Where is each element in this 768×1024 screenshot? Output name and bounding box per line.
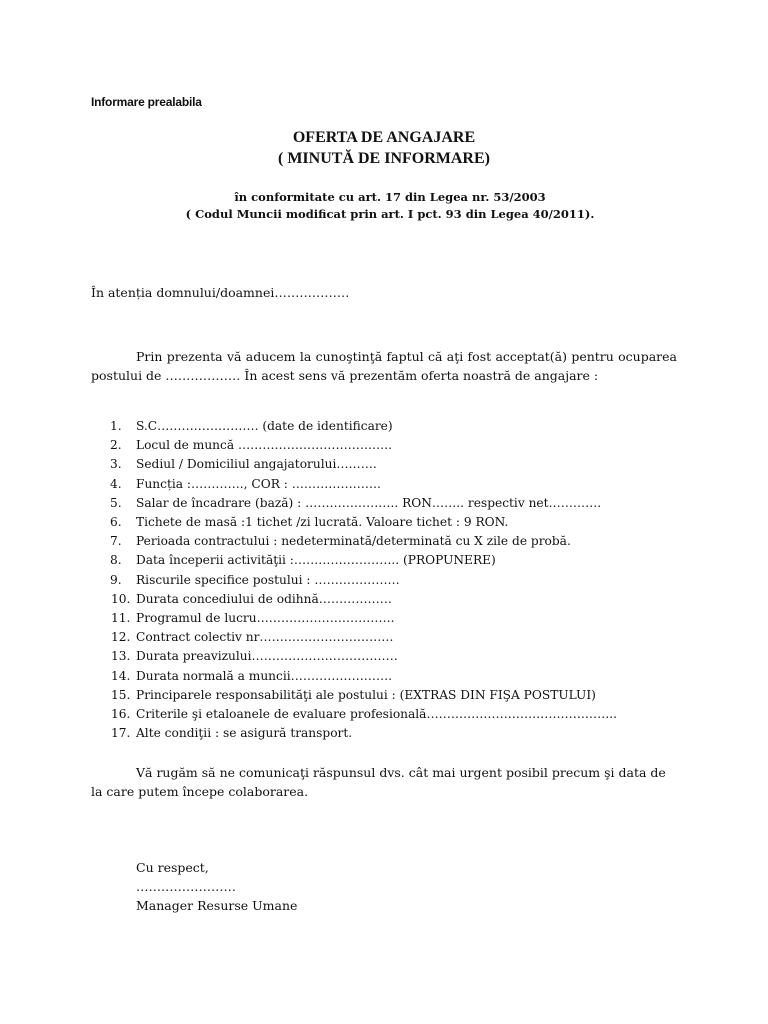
list-item-number: 4. [110, 476, 122, 491]
signoff-role: Manager Resurse Umane [136, 898, 298, 913]
list-item-number: 16. [111, 707, 131, 722]
pre-note: Informare prealabila [91, 95, 202, 109]
list-item [91, 513, 691, 532]
list-item [91, 571, 691, 590]
list-item [91, 628, 691, 647]
signoff-block [136, 858, 297, 915]
list-item-number: 2. [110, 438, 122, 453]
list-item-number: 12. [111, 630, 131, 645]
list-item-number: 14. [111, 668, 131, 683]
list-item-text: Contract colectiv nr…………………………… [136, 630, 394, 645]
list-item-text: Riscurile specifice postului : ………………… [136, 572, 400, 587]
document-subtitle: ( MINUTĂ DE INFORMARE) [278, 150, 490, 167]
list-item [91, 609, 691, 628]
list-item-text: Sediul / Domiciliul angajatorului………. [136, 457, 377, 472]
list-item [91, 417, 691, 436]
list-item-text: Locul de muncă ……………………………….. [136, 438, 392, 453]
list-item [91, 647, 691, 666]
list-item-text: Tichete de masă :1 tichet /zi lucrată. Valoare tichet : 9 RON. [136, 515, 509, 530]
legal-reference-line-2: ( Codul Muncii modificat prin art. I pct. 93 din Legea 40/2011). [185, 207, 595, 221]
list-item-number: 1. [110, 419, 122, 433]
list-item-text: Alte condiţii : se asigură transport. [136, 726, 353, 741]
list-item-number: 17. [111, 726, 131, 741]
list-item-number: 15. [111, 687, 131, 702]
list-item [91, 455, 691, 474]
list-item [91, 724, 691, 743]
list-item-text: Programul de lucru……………………………. [136, 611, 395, 626]
closing-paragraph: Vă rugăm să ne comunicaţi răspunsul dvs. cât mai urgent posibil precum şi data de la care putem începe colaborarea. [91, 765, 666, 799]
list-item [91, 494, 691, 513]
list-item-text: Durata concediului de odihnă……………… [136, 591, 392, 606]
list-item-text: S.C……………………. (date de identificare) [136, 419, 393, 433]
list-item-number: 8. [110, 553, 122, 568]
legal-reference-line-1: în conformitate cu art. 17 din Legea nr. 53/2003 [234, 190, 546, 204]
attention-line: În atenția domnului/doamnei……………… [91, 285, 350, 300]
list-item-text: Durata preavizului……………………………… [136, 649, 398, 664]
list-item [91, 590, 691, 609]
list-item [91, 436, 691, 455]
list-item [91, 532, 691, 551]
list-item-number: 13. [111, 649, 131, 664]
offer-items-list [91, 417, 691, 743]
list-item [91, 667, 691, 686]
list-item-number: 6. [110, 515, 122, 530]
list-item [91, 705, 691, 724]
list-item-text: Perioada contractului : nedeterminată/determinată cu X zile de probă. [136, 534, 571, 549]
list-item-text: Durata normală a muncii……………………. [136, 668, 393, 683]
intro-paragraph: Prin prezenta vă aducem la cunoştinţă faptul că aţi fost acceptat(ă) pentru ocuparea postului de ……………… În acest sens vă prezentăm oferta noastră de angajare : [91, 349, 677, 383]
signature-placeholder: …………………… [136, 879, 236, 894]
list-item-text: Funcția :…………., COR : …………………. [136, 476, 381, 491]
list-item [91, 475, 691, 494]
list-item-number: 5. [110, 495, 122, 510]
list-item-text: Salar de încadrare (bază) : ………………….. RON…….. respectiv net…………. [136, 495, 602, 510]
signoff-greeting: Cu respect, [136, 860, 209, 875]
list-item-text: Principarele responsabilităţi ale postului : (EXTRAS DIN FIŞA POSTULUI) [136, 687, 596, 702]
list-item-text: Criterile şi etaloanele de evaluare profesională……………………………………….. [136, 707, 618, 722]
list-item-number: 3. [110, 457, 122, 472]
list-item-number: 9. [110, 572, 122, 587]
list-item [91, 686, 691, 705]
list-item [91, 551, 691, 570]
list-item-number: 7. [110, 534, 122, 549]
list-item-text: Data începerii activităţii :…………………….. (PROPUNERE) [136, 553, 496, 568]
document-title: OFERTA DE ANGAJARE [292, 129, 476, 146]
list-item-number: 11. [111, 611, 131, 626]
list-item-number: 10. [111, 591, 131, 606]
